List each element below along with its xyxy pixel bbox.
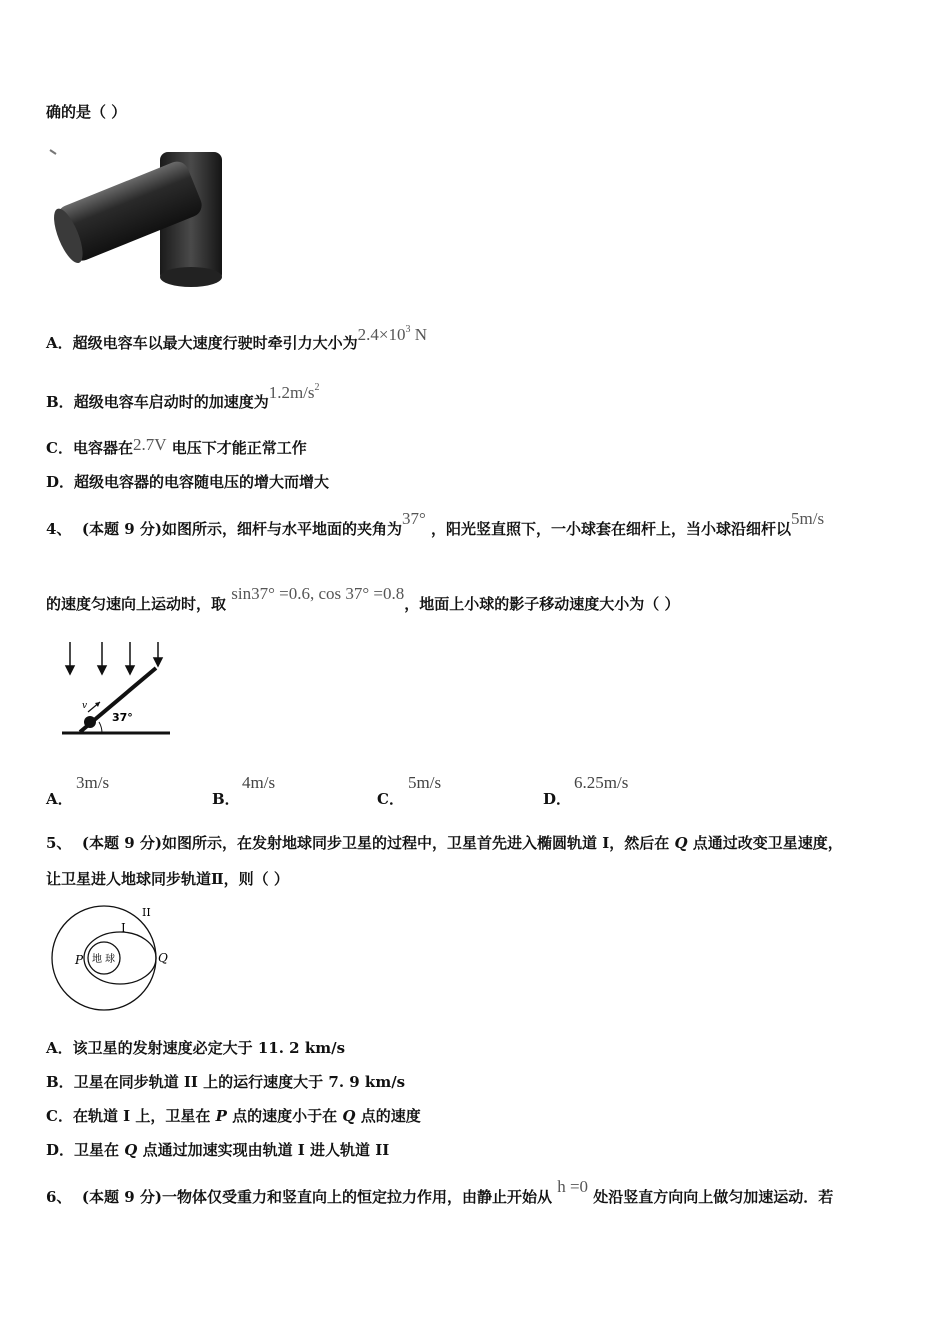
question-text: ，地面上小球的影子移动速度大小为（ ） — [404, 595, 680, 613]
option-label: C． — [377, 790, 404, 808]
point-label: P — [215, 1107, 227, 1125]
option-value: 4m/s — [242, 773, 276, 792]
option-label: D． — [543, 790, 572, 808]
q5-stem-line1 — [46, 833, 843, 853]
option-value: 3m/s — [76, 773, 110, 792]
earth-label: 地 球 — [92, 954, 116, 965]
option-text: 在轨道 I 上，卫星在 — [72, 1107, 211, 1125]
option-text: 电压下才能正常工作 — [171, 439, 307, 457]
option-text: 超级电容器的电容随电压的增大而增大 — [74, 473, 330, 491]
sunlight-arrows — [66, 642, 162, 674]
q5-option-d — [46, 1140, 389, 1160]
math-speed: 5m/s — [791, 509, 825, 528]
point-q-label: Q — [158, 951, 168, 965]
angle-label: 37° — [112, 711, 133, 724]
option-label: B． — [46, 393, 74, 411]
q6-stem-line1 — [46, 1177, 834, 1207]
math-expression: h =0 — [557, 1177, 589, 1196]
option-value: 5m/s — [408, 773, 442, 792]
question-number: 4、 — [46, 520, 72, 538]
option-text: 该卫星的发射速度必定大于 11. 2 km/s — [72, 1039, 346, 1057]
q5-orbit-figure — [48, 904, 183, 1012]
q4-figure — [58, 638, 176, 742]
intro-line — [46, 102, 126, 122]
q4-stem-line1 — [46, 509, 825, 539]
option-text: 超级电容车以最大速度行驶时牵引力大小为 — [72, 334, 358, 352]
question-text: 让卫星进人地球同步轨道Ⅱ，则（ ） — [46, 870, 289, 888]
option-text: 卫星在同步轨道 II 上的运行速度大于 7. 9 km/s — [73, 1073, 406, 1091]
question-text: 处沿竖直方向向上做匀加速运动．若 — [593, 1188, 834, 1206]
q3-option-c — [46, 435, 307, 458]
q5-stem-line2 — [46, 869, 289, 889]
q4-stem-line2 — [46, 584, 680, 614]
option-text: 点通过加速实现由轨道 I 进人轨道 II — [142, 1141, 390, 1159]
question-number: 5、 — [46, 834, 72, 852]
option-label: A． — [46, 334, 73, 352]
point-p-label: P — [75, 953, 84, 967]
math-unit: N — [410, 325, 428, 344]
math-exponent: 2 — [314, 382, 320, 393]
orbit-i-label: I — [121, 921, 126, 935]
question-text: ，阳光竖直照下，一小球套在细杆上，当小球沿细杆以 — [431, 520, 792, 538]
math-exponent: 3 — [405, 324, 411, 335]
option-label: D． — [46, 1141, 75, 1159]
math-expression: 2.4×10 — [357, 325, 406, 344]
option-label: A． — [46, 1039, 73, 1057]
math-expression: 2.7V — [132, 435, 167, 454]
option-label: B． — [212, 790, 240, 808]
ball — [84, 716, 96, 728]
option-text: 超级电容车启动时的加速度为 — [73, 393, 269, 411]
capacitor-photo — [48, 132, 233, 292]
math-angle: 37° — [401, 509, 426, 528]
q5-option-a — [46, 1038, 345, 1058]
math-expression: sin37° =0.6, cos 37° =0.8 — [231, 584, 405, 603]
math-expression: 1.2m/s — [268, 383, 315, 402]
option-label: C． — [46, 1107, 73, 1125]
intro-text: 确的是（ ） — [46, 103, 127, 121]
option-text: 卫星在 — [74, 1141, 120, 1159]
option-text: 点的速度小于在 — [232, 1107, 338, 1125]
option-text: 点的速度 — [360, 1107, 421, 1125]
q3-option-a — [46, 324, 428, 356]
option-text: 电容器在 — [72, 439, 133, 457]
q3-option-b — [46, 382, 320, 415]
question-text: (本题 9 分)如图所示，在发射地球同步卫星的过程中，卫星首先进入椭圆轨道 I，然后在 — [81, 834, 670, 852]
option-label: D． — [46, 473, 75, 491]
q5-option-c — [46, 1106, 421, 1126]
option-label: A． — [46, 790, 73, 808]
question-text: 的速度匀速向上运动时，取 — [46, 595, 227, 613]
question-text: (本题 9 分)一物体仅受重力和竖直向上的恒定拉力作用，由静止开始从 — [81, 1188, 552, 1206]
point-label: Q — [124, 1141, 138, 1159]
question-text: (本题 9 分)如图所示，细杆与水平地面的夹角为 — [81, 520, 402, 538]
point-label: Q — [674, 834, 688, 852]
point-label: Q — [342, 1107, 356, 1125]
velocity-label: v — [82, 701, 88, 711]
orbit-ii-label: II — [142, 906, 151, 919]
question-number: 6、 — [46, 1188, 72, 1206]
question-text: 点通过改变卫星速度， — [692, 834, 843, 852]
q3-option-d — [46, 472, 329, 492]
q5-option-b — [46, 1072, 405, 1092]
option-label: C． — [46, 439, 73, 457]
option-value: 6.25m/s — [574, 773, 629, 792]
option-label: B． — [46, 1073, 74, 1091]
